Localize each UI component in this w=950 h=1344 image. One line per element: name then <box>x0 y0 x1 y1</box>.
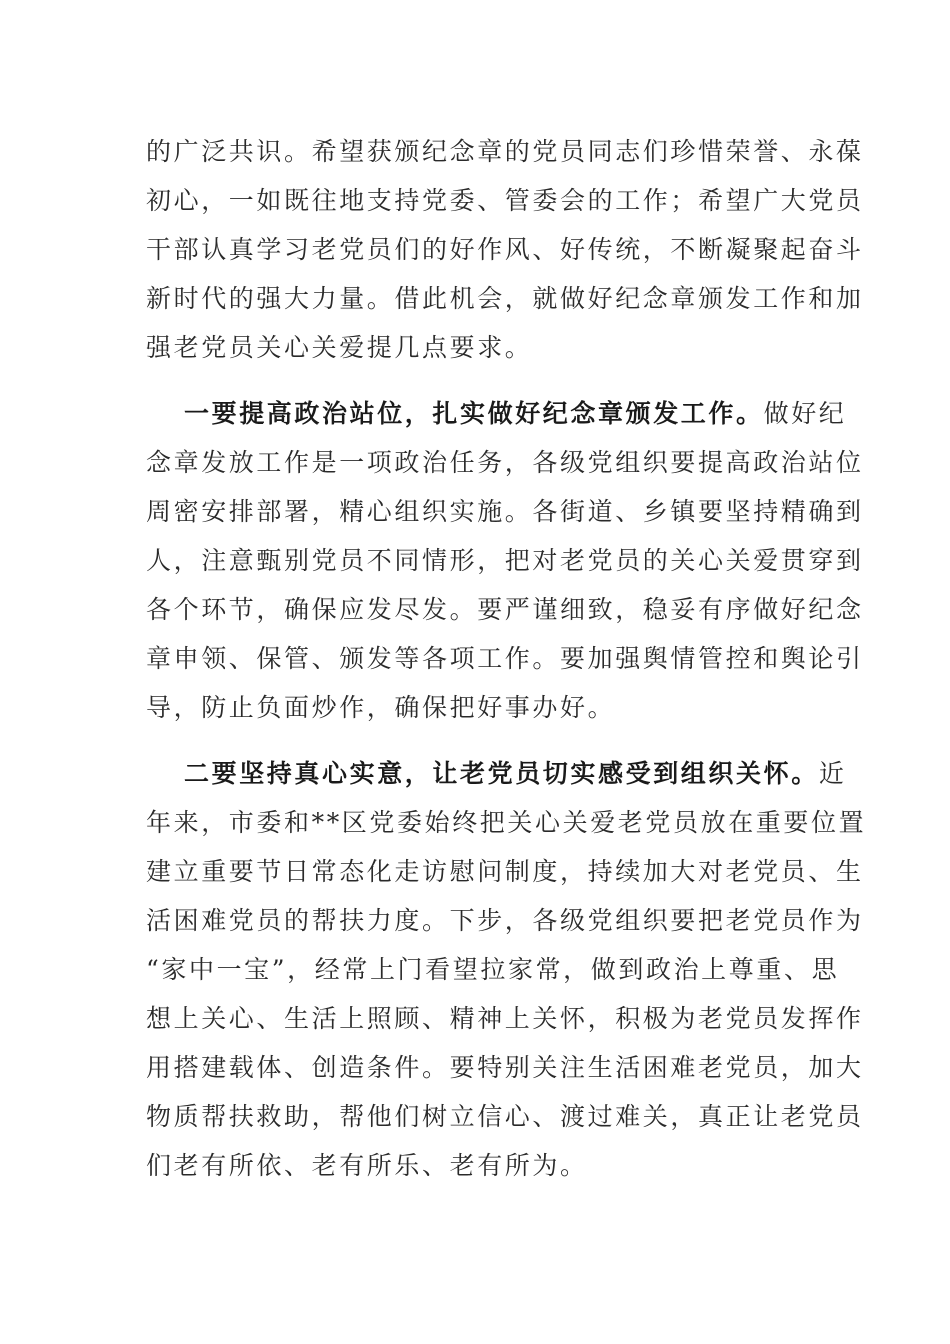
paragraph-2-line-1-rest: 做好纪 <box>763 399 847 428</box>
paragraph-2-line-3: 周密安排部署，精心组织实施。各街道、乡镇要坚持精确到 <box>146 497 864 526</box>
paragraph-3-line-1 <box>184 754 847 794</box>
paragraph-2-line-7: 导，防止负面炒作，确保把好事办好。 <box>146 693 616 722</box>
paragraph-3-line-7: 用搭建载体、创造条件。要特别关注生活困难老党员，加大 <box>146 1053 864 1082</box>
paragraph-1-line-2: 初心，一如既往地支持党委、管委会的工作；希望广大党员 <box>146 186 864 215</box>
paragraph-3-line-5: “家中一宝”，经常上门看望拉家常，做到政治上尊重、思 <box>146 955 840 984</box>
paragraph-2-line-1 <box>184 394 847 434</box>
paragraph-3-line-2: 年来，市委和**区党委始终把关心关爱老党员放在重要位置 <box>146 808 867 837</box>
paragraph-3-line-4: 活困难党员的帮扶力度。下步，各级党组织要把老党员作为 <box>146 906 864 935</box>
paragraph-3-line-8: 物质帮扶救助，帮他们树立信心、渡过难关，真正让老党员 <box>146 1102 864 1131</box>
paragraph-3-heading: 二要坚持真心实意，让老党员切实感受到组织关怀。 <box>184 759 819 788</box>
paragraph-3-line-3: 建立重要节日常态化走访慰问制度，持续加大对老党员、生 <box>146 857 864 886</box>
paragraph-2-line-6: 章申领、保管、颁发等各项工作。要加强舆情管控和舆论引 <box>146 644 864 673</box>
paragraph-2-heading: 一要提高政治站位，扎实做好纪念章颁发工作。 <box>184 399 764 428</box>
paragraph-1-line-3: 干部认真学习老党员们的好作风、好传统，不断凝聚起奋斗 <box>146 235 864 264</box>
paragraph-3-line-1-rest: 近 <box>818 759 847 788</box>
paragraph-1-line-1: 的广泛共识。希望获颁纪念章的党员同志们珍惜荣誉、永葆 <box>146 137 864 166</box>
paragraph-2-line-5: 各个环节，确保应发尽发。要严谨细致，稳妥有序做好纪念 <box>146 595 864 624</box>
paragraph-1-line-5: 强老党员关心关爱提几点要求。 <box>146 333 533 362</box>
paragraph-2-line-4: 人，注意甄别党员不同情形，把对老党员的关心关爱贯穿到 <box>146 546 864 575</box>
paragraph-1-line-4: 新时代的强大力量。借此机会，就做好纪念章颁发工作和加 <box>146 284 864 313</box>
paragraph-3-line-6: 想上关心、生活上照顾、精神上关怀，积极为老党员发挥作 <box>146 1004 864 1033</box>
paragraph-2-line-2: 念章发放工作是一项政治任务，各级党组织要提高政治站位 <box>146 448 864 477</box>
paragraph-3-line-9: 们老有所依、老有所乐、老有所为。 <box>146 1151 588 1180</box>
